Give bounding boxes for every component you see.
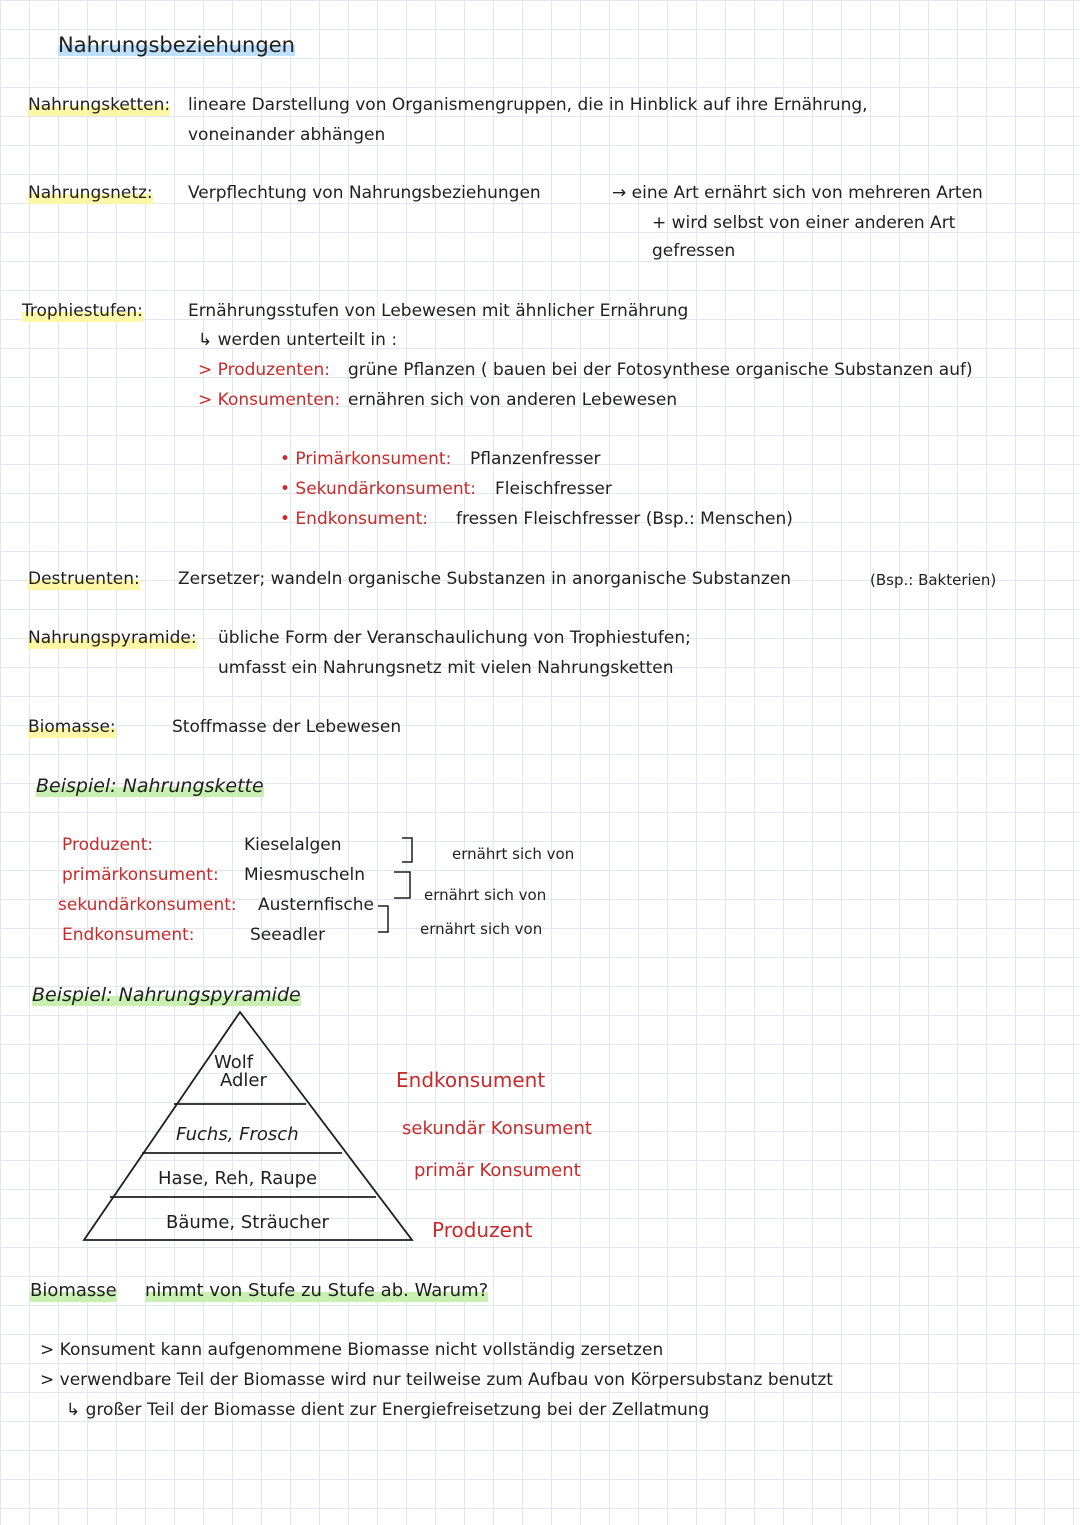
pyramid-tier-2-organisms: Fuchs, Frosch [176,1124,299,1145]
example-chain-heading: Beispiel: Nahrungskette [36,775,264,797]
chain-level-2: primärkonsument: [62,865,219,885]
chain-level-4: Endkonsument: [62,925,195,945]
destruenten-def: Zersetzer; wandeln organische Substanzen in anorganische Substanzen [178,569,792,589]
pyramid-tier-2-level: sekundär Konsument [402,1118,592,1139]
produzenten-text: grüne Pflanzen ( bauen bei der Fotosynthese organische Substanzen auf) [348,360,973,380]
conclusion-term: Biomasse [30,1280,117,1301]
nahrungspyramide-def-line1: übliche Form der Veranschaulichung von Trophiestufen; [218,628,691,648]
nahrungsketten-def-line2: voneinander abhängen [188,125,386,145]
conclusion-point-1: > Konsument kann aufgenommene Biomasse nicht vollständig zersetzen [40,1340,664,1360]
trophiestufen-def-line2: ↳ werden unterteilt in : [198,330,398,350]
bullet-endkonsument-text: fressen Fleischfresser (Bsp.: Menschen) [456,509,793,529]
nahrungsnetz-arrow-line1: → eine Art ernährt sich von mehreren Arten [612,183,983,203]
example-pyramid-heading: Beispiel: Nahrungspyramide [32,984,301,1006]
bullet-sekundaerkonsument-label: • Sekundärkonsument: [280,479,476,499]
page-title: Nahrungsbeziehungen [58,33,295,57]
term-nahrungsketten: Nahrungsketten: [28,95,171,115]
term-nahrungsnetz: Nahrungsnetz: [28,183,153,203]
conclusion-point-3: ↳ großer Teil der Biomasse dient zur Energiefreisetzung bei der Zellatmung [66,1400,710,1420]
term-destruenten: Destruenten: [28,569,140,589]
chain-level-3: sekundärkonsument: [58,895,237,915]
bullet-endkonsument-label: • Endkonsument: [280,509,428,529]
pyramid-tier-1-organism-a: Wolf [214,1052,254,1073]
pyramid-tier-1-level: Endkonsument [396,1068,546,1092]
chain-relation-2: ernährt sich von [424,886,547,904]
bullet-primaerkonsument-text: Pflanzenfresser [470,449,601,469]
pyramid-tier-4-organisms: Bäume, Sträucher [166,1212,329,1233]
chain-level-1: Produzent: [62,835,154,855]
chain-relation-1: ernährt sich von [452,845,575,863]
chain-organism-3: Austernfische [258,895,374,915]
bullet-sekundaerkonsument-text: Fleischfresser [495,479,612,499]
term-nahrungspyramide: Nahrungspyramide: [28,628,197,648]
nahrungsnetz-arrow-line3: gefressen [652,241,736,261]
chain-organism-1: Kieselalgen [244,835,342,855]
pyramid-tier-3-level: primär Konsument [414,1160,581,1181]
pyramid-tier-3-organisms: Hase, Reh, Raupe [158,1168,318,1189]
produzenten-label: > Produzenten: [198,360,330,380]
chain-organism-2: Miesmuscheln [244,865,365,885]
conclusion-question: nimmt von Stufe zu Stufe ab. Warum? [145,1280,489,1301]
nahrungsketten-def-line1: lineare Darstellung von Organismengruppen, die in Hinblick auf ihre Ernährung, [188,95,868,115]
nahrungsnetz-arrow-line2: + wird selbst von einer anderen Art [652,213,956,233]
chain-relation-3: ernährt sich von [420,920,543,938]
nahrungsnetz-def-line1: Verpflechtung von Nahrungsbeziehungen [188,183,541,203]
chain-organism-4: Seeadler [250,925,326,945]
bullet-primaerkonsument-label: • Primärkonsument: [280,449,452,469]
term-biomasse: Biomasse: [28,717,116,737]
konsumenten-text: ernähren sich von anderen Lebewesen [348,390,678,410]
destruenten-example: (Bsp.: Bakterien) [870,571,997,589]
konsumenten-label: > Konsumenten: [198,390,341,410]
biomasse-def: Stoffmasse der Lebewesen [172,717,402,737]
pyramid-tier-1-organism-b: Adler [220,1070,267,1091]
trophiestufen-def-line1: Ernährungsstufen von Lebewesen mit ähnlicher Ernährung [188,301,689,321]
nahrungspyramide-def-line2: umfasst ein Nahrungsnetz mit vielen Nahrungsketten [218,658,674,678]
term-trophiestufen: Trophiestufen: [22,301,143,321]
conclusion-point-2: > verwendbare Teil der Biomasse wird nur teilweise zum Aufbau von Körpersubstanz benutzt [40,1370,833,1390]
pyramid-tier-4-level: Produzent [432,1218,533,1242]
